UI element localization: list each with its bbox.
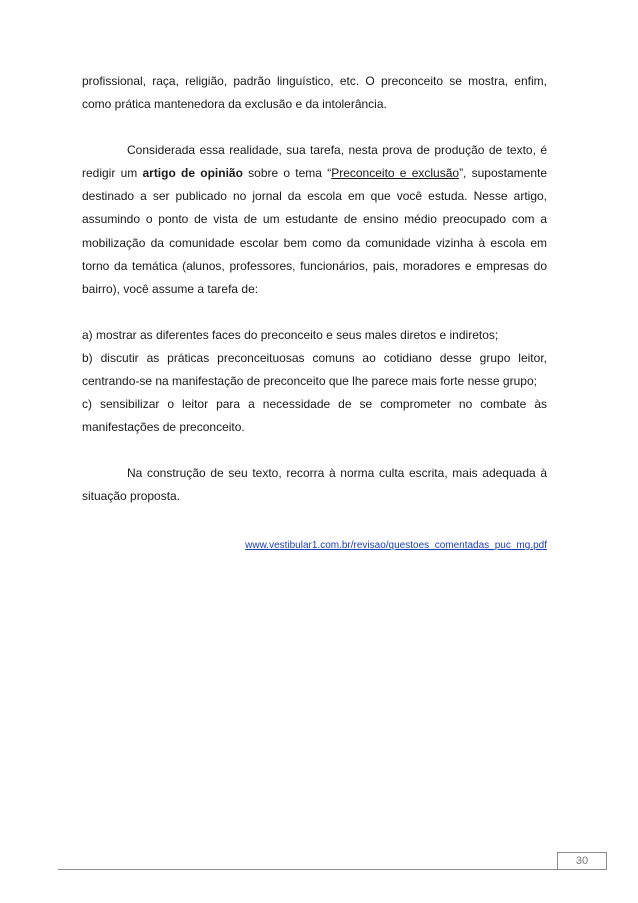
paragraph-spacer [82, 439, 547, 462]
paragraph-instructions: Na construção de seu texto, recorra à norma culta escrita, mais adequada à situação proposta. [82, 466, 547, 504]
task-text-2: sobre o tema “ [242, 166, 332, 181]
list-item-a: a) mostrar as diferentes faces do preconceito e seus males diretos e indiretos; [82, 327, 499, 342]
task-text-1: Considerada essa realidade, sua tarefa, nesta prova de produção de texto, é redigir um [82, 143, 547, 181]
paragraph-spacer [82, 301, 547, 324]
footer-divider [58, 869, 606, 870]
body-text [82, 70, 547, 509]
source-citation [82, 539, 547, 553]
task-text-3: ”, supostamente destinado a ser publicado no jornal da escola em que você estuda. Nesse artigo, assumindo o ponto de vista de um estudante de ensino médio preocupado com a mobilização da comunidade escolar bem como da comunidade vizinha à escola em torno da temática (alunos, professores, funcionários, pais, moradores e empresas do bairro), você assume a tarefa de: [82, 166, 547, 296]
list-item-b: b) discutir as práticas preconceituosas comuns ao cotidiano desse grupo leitor, centrando-se na manifestação de preconceito que lhe parece mais forte nesse grupo; [82, 350, 547, 389]
page-number: 30 [557, 852, 607, 870]
source-link[interactable]: www.vestibular1.com.br/revisao/questoes_comentadas_puc_mg.pdf [245, 540, 547, 551]
theme-underlined: Preconceito e exclusão [331, 166, 460, 181]
paragraph-continuation: profissional, raça, religião, padrão linguístico, etc. O preconceito se mostra, enfim, como prática mantenedora da exclusão e da intolerância. [82, 74, 547, 112]
list-item-c: c) sensibilizar o leitor para a necessidade de se comprometer no combate às manifestações de preconceito. [82, 397, 547, 435]
paragraph-task [82, 139, 547, 301]
genre-bold: artigo de opinião [142, 166, 243, 181]
paragraph-spacer [82, 116, 547, 139]
